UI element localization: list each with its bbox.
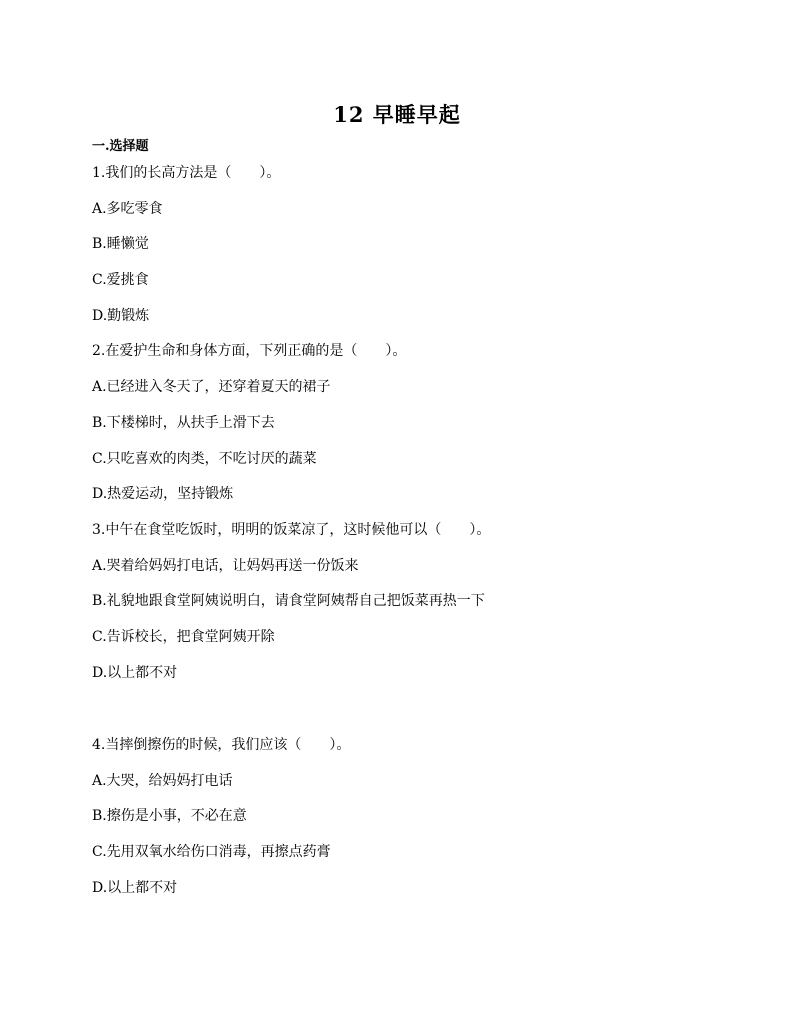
question-4-option-a: A.大哭，给妈妈打电话	[92, 773, 233, 789]
question-1-option-d: D.勤锻炼	[92, 308, 150, 324]
question-3-stem: 3.中午在食堂吃饭时，明明的饭菜凉了，这时候他可以（ ）。	[92, 522, 491, 538]
question-3-option-b: B.礼貌地跟食堂阿姨说明白，请食堂阿姨帮自己把饭菜再热一下	[92, 593, 485, 609]
question-2-option-d: D.热爱运动，坚持锻炼	[92, 486, 234, 502]
question-4-option-c: C.先用双氧水给伤口消毒，再擦点药膏	[92, 844, 331, 860]
question-1-option-a: A.多吃零食	[92, 201, 163, 217]
question-1-stem: 1.我们的长高方法是（ ）。	[92, 165, 281, 181]
section-heading: 一.选择题	[92, 139, 149, 154]
question-1-option-b: B.睡懒觉	[92, 236, 149, 252]
question-2-option-a: A.已经进入冬天了，还穿着夏天的裙子	[92, 379, 331, 395]
question-2-option-b: B.下楼梯时，从扶手上滑下去	[92, 415, 275, 431]
question-2-option-c: C.只吃喜欢的肉类，不吃讨厌的蔬菜	[92, 451, 317, 467]
question-3-option-d: D.以上都不对	[92, 665, 178, 681]
question-3-option-c: C.告诉校长，把食堂阿姨开除	[92, 629, 275, 645]
page-title: 12 早睡早起	[333, 102, 461, 127]
question-4-option-d: D.以上都不对	[92, 880, 178, 896]
question-1-option-c: C.爱挑食	[92, 272, 149, 288]
question-4-option-b: B.擦伤是小事，不必在意	[92, 808, 247, 824]
question-3-option-a: A.哭着给妈妈打电话，让妈妈再送一份饭来	[92, 558, 359, 574]
question-2-stem: 2.在爱护生命和身体方面，下列正确的是（ ）。	[92, 343, 407, 359]
question-4-stem: 4.当摔倒擦伤的时候，我们应该（ ）。	[92, 737, 351, 753]
